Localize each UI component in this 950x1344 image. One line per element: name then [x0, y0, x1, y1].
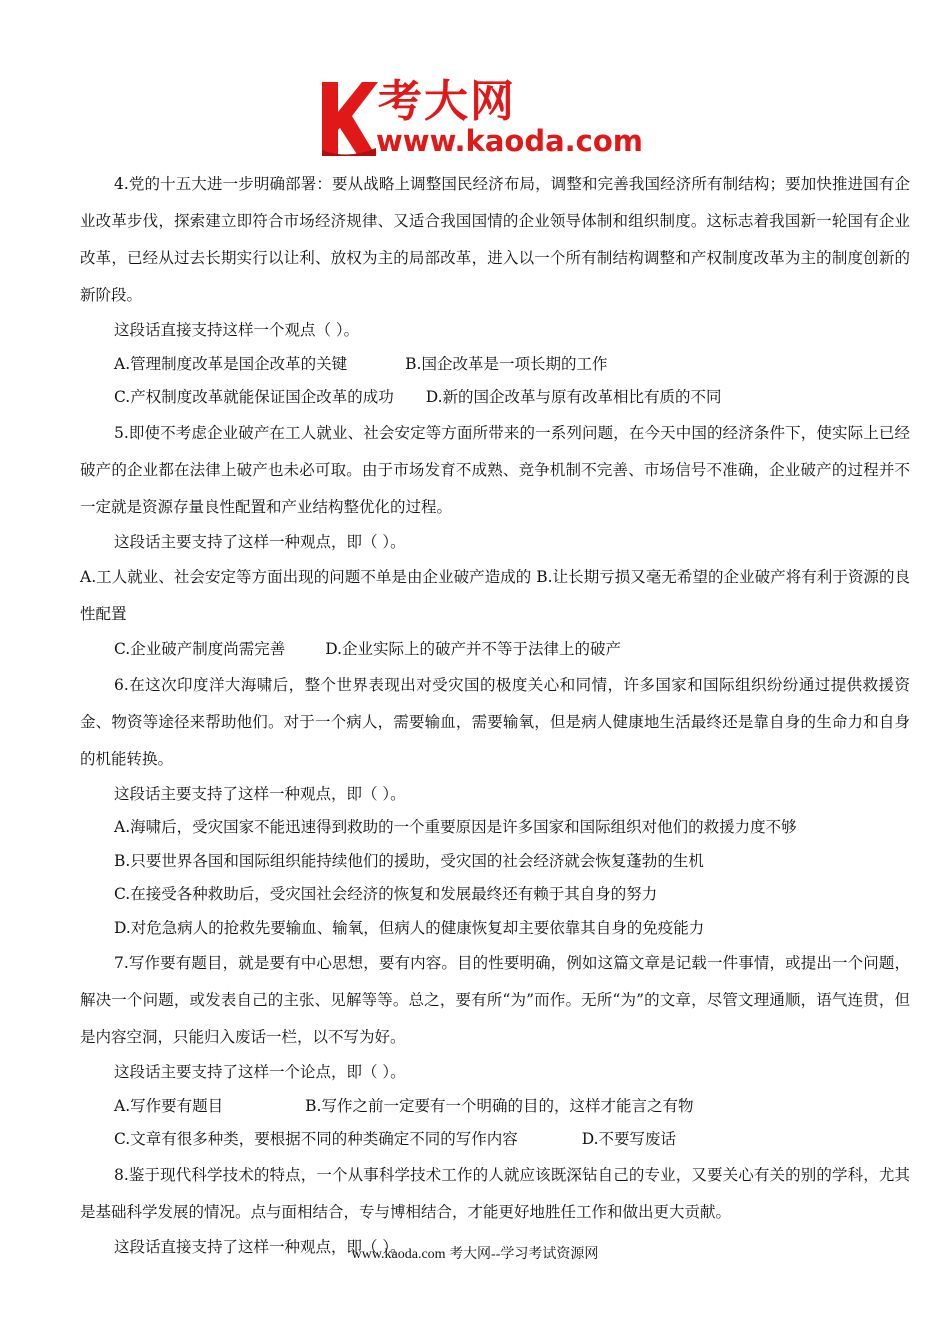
option-c: C.产权制度改革就能保证国企改革的成功 — [114, 388, 394, 406]
option-c: C.企业破产制度尚需完善 — [114, 640, 286, 658]
option-b: B.写作之前一定要有一个明确的目的，这样才能言之有物 — [305, 1096, 694, 1115]
option-b: B.国企改革是一项长期的工作 — [405, 354, 608, 373]
question-5-prompt: 这段话主要支持了这样一种观点，即（ ）。 — [114, 532, 406, 551]
question-7-options-cd — [80, 1123, 910, 1157]
logo-url: www.kaoda.com — [376, 124, 643, 158]
option-d: D.企业实际上的破产并不等于法律上的破产 — [325, 640, 622, 658]
question-5-options-cd — [80, 633, 910, 667]
question-8-prompt: 这段话直接支持了这样一种观点，即（ ）。 — [114, 1237, 406, 1256]
question-4-options-cd — [80, 381, 910, 415]
question-7-stem: 7.写作要有题目，就是要有中心思想，要有内容。目的性要明确，例如这篇文章是记载一件事情，或提出一个问题，解决一个问题，或发表自己的主张、见解等等。总之，要有所“为”而作。无所“为”的文章，尽管文理通顺，语气连贯，但是内容空洞，只能归入废话一栏，以不写为好。 — [80, 954, 910, 1046]
question-4-stem: 4.党的十五大进一步明确部署：要从战略上调整国民经济布局，调整和完善我国经济所有制结构；要加快推进国有企业改革步伐，探索建立即符合市场经济规律、又适合我国国情的企业领导体制和组织制度。这标志着我国新一轮国有企业改革，已经从过去长期实行以让利、放权为主的局部改革，进入以一个所有制结构调整和产权制度改革为主的制度创新的新阶段。 — [80, 175, 910, 304]
option-a: A.管理制度改革是国企改革的关键 — [114, 354, 348, 373]
question-6-stem: 6.在这次印度洋大海啸后，整个世界表现出对受灾国的极度关心和同情，许多国家和国际组织纷纷通过提供救援资金、物资等途径来帮助他们。对于一个病人，需要输血，需要输氧，但是病人健康地生活最终还是靠自身的生命力和自身的机能转换。 — [80, 675, 910, 768]
document-body — [80, 166, 910, 1264]
question-7-prompt: 这段话主要支持了这样一个论点，即（ ）。 — [114, 1063, 406, 1081]
option-c: C.在接受各种救助后，受灾国社会经济的恢复和发展最终还有赖于其自身的努力 — [114, 885, 658, 903]
option-a: A.写作要有题目 — [114, 1096, 224, 1115]
option-b: B.只要世界各国和国际组织能持续他们的援助，受灾国的社会经济就会恢复蓬勃的生机 — [114, 851, 704, 870]
logo-title: 考大网 — [378, 76, 516, 127]
option-d: D.不要写废话 — [581, 1130, 677, 1148]
logo-k-icon — [318, 78, 378, 160]
page-footer: www.kaoda.com 考大网--学习考试资源网 — [351, 1247, 599, 1262]
question-4-options-ab — [80, 348, 910, 382]
question-8-stem: 8.鉴于现代科学技术的特点，一个从事科学技术工作的人就应该既深钻自己的专业，又要关心有关的别的学科，尤其是基础科学发展的情况。点与面相结合，专与博相结合，才能更好地胜任工作和做出更大贡献。 — [80, 1165, 910, 1221]
question-4-prompt: 这段话直接支持这样一个观点（ ）。 — [114, 321, 360, 339]
question-7-options-ab — [80, 1090, 910, 1124]
option-d: D.对危急病人的抢救先要输血、输氧，但病人的健康恢复却主要依靠其自身的免疫能力 — [114, 918, 705, 937]
site-logo — [318, 78, 648, 160]
question-5-options-ab: A.工人就业、社会安定等方面出现的问题不单是由企业破产造成的 B.让长期亏损又毫无希望的企业破产将有利于资源的良性配置 — [80, 568, 910, 623]
option-d: D.新的国企改革与原有改革相比有质的不同 — [425, 388, 722, 406]
option-a: A.海啸后，受灾国家不能迅速得到救助的一个重要原因是许多国家和国际组织对他们的救援力度不够 — [114, 818, 797, 836]
question-5-stem: 5.即使不考虑企业破产在工人就业、社会安定等方面所带来的一系列问题，在今天中国的经济条件下，使实际上已经破产的企业都在法律上破产也未必可取。由于市场发育不成熟、竞争机制不完善、市场信号不准确，企业破产的过程并不一定就是资源存量良性配置和产业结构整优化的过程。 — [80, 423, 910, 516]
question-6-prompt: 这段话主要支持了这样一种观点，即（ ）。 — [114, 784, 406, 803]
option-c: C.文章有很多种类，要根据不同的种类确定不同的写作内容 — [114, 1130, 518, 1148]
